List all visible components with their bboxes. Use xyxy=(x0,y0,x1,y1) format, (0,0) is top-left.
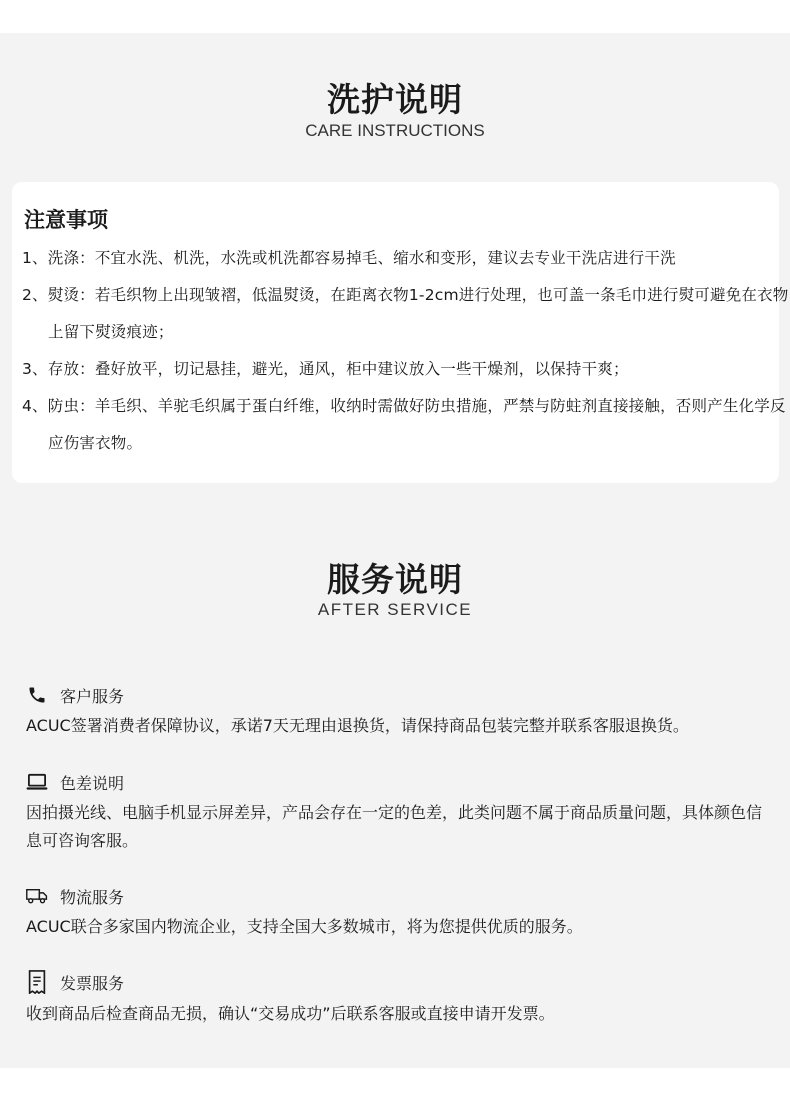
service-item-text: 收到商品后检查商品无损，确认“交易成功”后联系客服或直接申请开发票。 xyxy=(26,1004,555,1023)
service-item-title: 色差说明 xyxy=(60,773,125,793)
care-subtitle: CARE INSTRUCTIONS xyxy=(305,121,485,140)
service-item-text: 因拍摄光线、电脑手机显示屏差异，产品会存在一定的色差，此类问题不属于商品质量问题，具体颜色信息可咨询客服。 xyxy=(26,803,763,850)
service-item-text: ACUC签署消费者保障协议，承诺7天无理由退换货，请保持商品包装完整并联系客服退换货。 xyxy=(26,716,689,735)
phone-icon xyxy=(26,684,48,706)
note-item-iron: 2、熨烫：若毛织物上出现皱褶，低温熨烫，在距离衣物1-2cm进行处理，也可盖一条毛巾进行熨可避免在衣物上留下熨烫痕迹； xyxy=(22,286,789,341)
note-item-insect: 4、防虫：羊毛织、羊驼毛织属于蛋白纤维，收纳时需做好防虫措施，严禁与防蛀剂直接接触，否则产生化学反应伤害衣物。 xyxy=(22,397,786,452)
care-title: 洗护说明 xyxy=(327,80,463,119)
truck-icon xyxy=(26,885,48,907)
service-item-customer xyxy=(26,683,124,707)
notes-heading: 注意事项 xyxy=(24,208,108,232)
laptop-icon xyxy=(26,771,48,793)
note-item-storage: 3、存放：叠好放平，切记悬挂，避光，通风，柜中建议放入一些干燥剂，以保持干爽； xyxy=(22,360,629,378)
care-notes-card xyxy=(12,182,789,483)
service-item-logistics xyxy=(26,884,124,908)
service-subtitle: AFTER SERVICE xyxy=(317,600,473,619)
service-item-color xyxy=(26,770,124,794)
note-item-wash: 1、洗涤：不宜水洗、机洗，水洗或机洗都容易掉毛、缩水和变形，建议去专业干洗店进行干洗 xyxy=(22,249,676,267)
service-item-title: 发票服务 xyxy=(60,973,125,993)
service-item-invoice xyxy=(26,970,124,994)
service-item-title: 客户服务 xyxy=(60,686,125,706)
service-item-text: ACUC联合多家国内物流企业，支持全国大多数城市，将为您提供优质的服务。 xyxy=(26,917,583,936)
service-title: 服务说明 xyxy=(327,560,463,599)
service-item-title: 物流服务 xyxy=(60,887,125,907)
invoice-icon xyxy=(26,971,48,993)
